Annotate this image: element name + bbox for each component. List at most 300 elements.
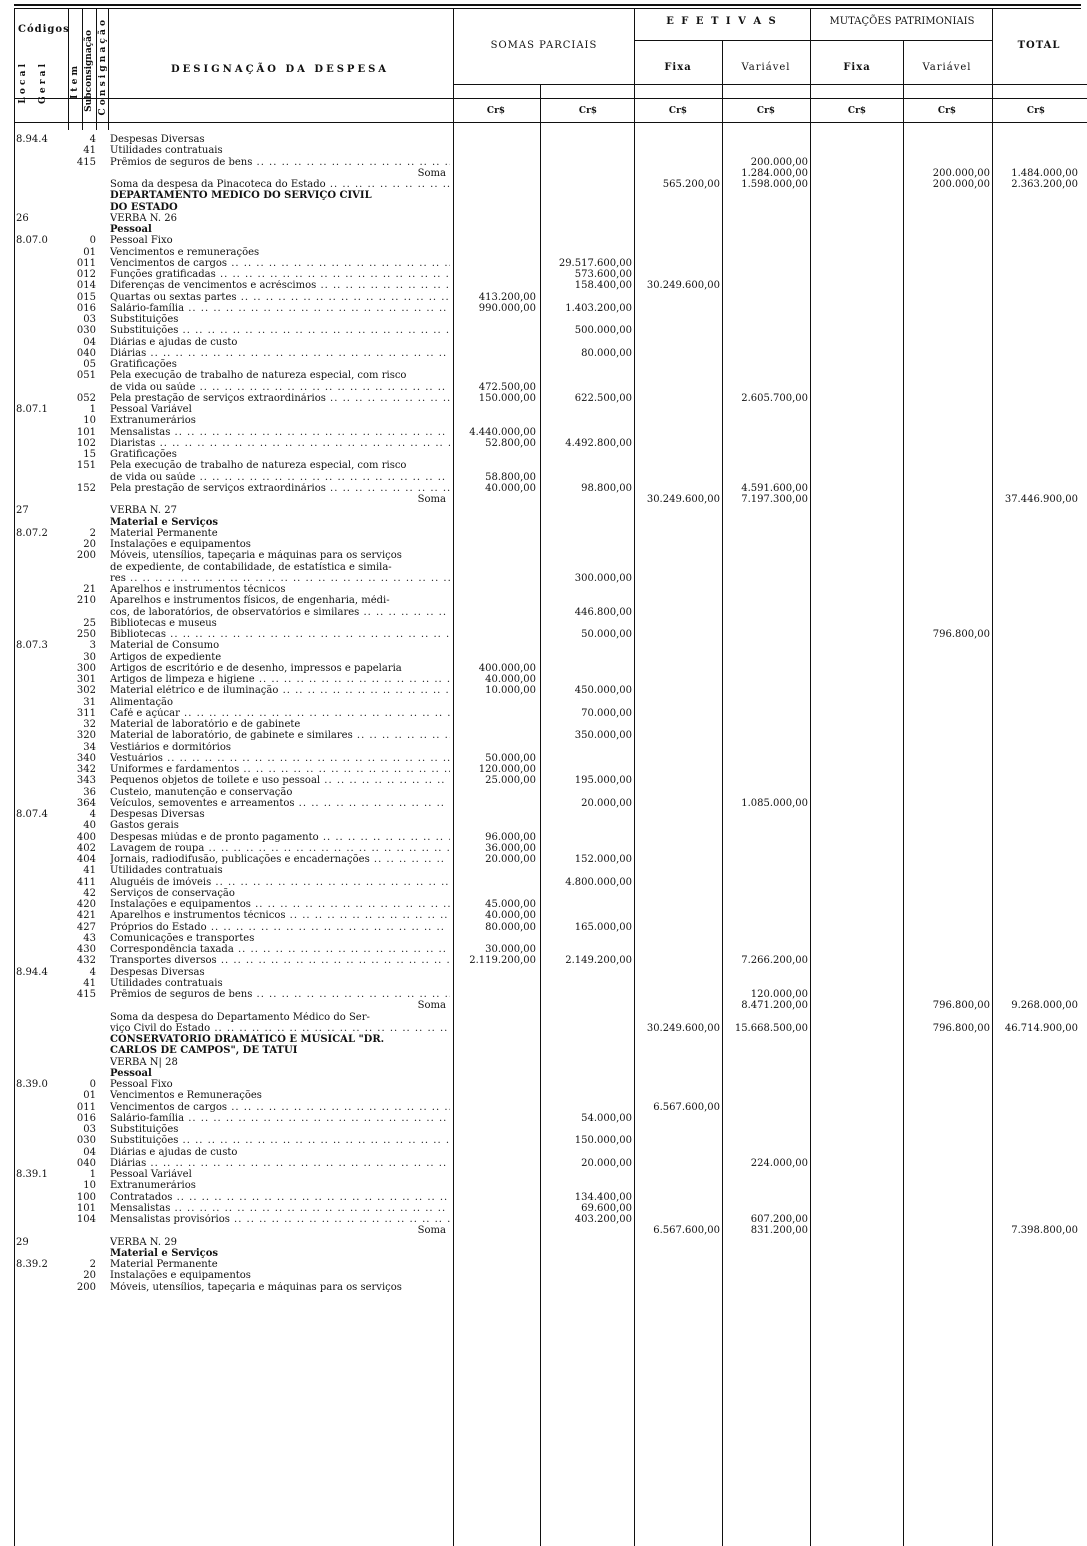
unit-s2: Cr$ xyxy=(578,106,598,116)
table-row xyxy=(0,719,1087,730)
cell-fixa: 30.249.600,00 xyxy=(646,1022,720,1034)
cell-s2: 2.149.200,00 xyxy=(565,955,632,967)
cell-desc: Instalações e equipamentos .. .. xyxy=(110,899,450,910)
cell-s1: 30.000,00 xyxy=(485,944,536,955)
cell-code: 343 xyxy=(76,775,96,787)
cell-var: 120.000,00 xyxy=(750,989,808,1000)
cell-s2: 403.200,00 xyxy=(574,1214,632,1225)
cell-loc: 8.07.1 xyxy=(16,404,48,415)
cell-code: 011 xyxy=(76,1101,96,1113)
cell-desc: Despesas Diversas xyxy=(110,134,205,145)
geral-header: G e r a l xyxy=(38,64,48,104)
cell-desc: Transportes diversos .. .. xyxy=(110,955,450,966)
table-row xyxy=(0,1057,1087,1068)
table-row xyxy=(0,562,1087,573)
table-row xyxy=(0,145,1087,156)
table-row xyxy=(0,235,1087,246)
cell-desc: Artigos de limpeza e higiene .. .. xyxy=(110,674,450,685)
cell-code: 200 xyxy=(76,550,96,562)
cell-desc: VERBA N. 29 xyxy=(110,1236,177,1248)
table-row xyxy=(0,134,1087,145)
cell-soma: Soma xyxy=(417,1225,446,1237)
cell-desc: Custeio, manutenção e conservação xyxy=(110,786,293,798)
cell-mvar: 200.000,00 xyxy=(932,179,990,190)
cell-s2: 450.000,00 xyxy=(574,685,632,697)
cell-desc: Soma da despesa da Pinacoteca do Estado .. .. xyxy=(110,179,450,190)
cell-code: 2 xyxy=(89,527,96,539)
cell-desc: Pessoal Variável xyxy=(110,1169,192,1180)
col-divider xyxy=(108,8,109,130)
cell-desc: Funções gratificadas .. .. xyxy=(110,269,450,280)
cell-s2: 134.400,00 xyxy=(574,1191,632,1203)
table-row xyxy=(0,899,1087,910)
cell-s2: 20.000,00 xyxy=(581,1157,632,1169)
local-header: L o c a l xyxy=(18,64,28,104)
cell-s1: 58.800,00 xyxy=(485,471,536,483)
cell-code: 15 xyxy=(83,449,96,460)
cell-desc: cos, de laboratórios, de observatórios e similares .. .. xyxy=(110,607,450,618)
table-row xyxy=(0,933,1087,944)
table-row xyxy=(0,494,1087,505)
table-row xyxy=(0,483,1087,494)
table-row xyxy=(0,1068,1087,1079)
cell-code: 31 xyxy=(83,696,96,708)
codigos-header: Códigos xyxy=(18,24,70,35)
cell-s1: 80.000,00 xyxy=(485,921,536,933)
cell-desc: Bibliotecas .. .. xyxy=(110,629,450,640)
subconsignacao-header: Subconsignação xyxy=(84,30,94,112)
cell-var: 200.000,00 xyxy=(750,156,808,168)
unit-fixa: Cr$ xyxy=(668,106,688,116)
cell-s2: 50.000,00 xyxy=(581,629,632,640)
cell-code: 364 xyxy=(76,797,96,809)
cell-tot: 2.363.200,00 xyxy=(1011,179,1078,190)
cell-s1: 4.440.000,00 xyxy=(469,426,536,438)
cell-s2: 98.800,00 xyxy=(581,482,632,494)
table-row xyxy=(0,955,1087,966)
cell-code: 43 xyxy=(83,932,96,944)
table-row xyxy=(0,438,1087,449)
cell-desc: Quartas ou sextas partes .. .. xyxy=(110,292,450,303)
cell-code: 41 xyxy=(83,977,96,989)
cell-desc: Vencimentos e remunerações xyxy=(110,246,260,258)
cell-code: 250 xyxy=(76,629,96,640)
table-row xyxy=(0,1158,1087,1169)
table-row xyxy=(0,1248,1087,1259)
cell-desc: Jornais, radiodifusão, publicações e encadernações .. .. xyxy=(110,854,450,865)
table-row xyxy=(0,224,1087,235)
table-row xyxy=(0,460,1087,471)
cell-var: 8.471.200,00 xyxy=(741,1000,808,1012)
cell-code: 10 xyxy=(83,415,96,427)
cell-s1: 990.000,00 xyxy=(478,302,536,314)
cell-code: 101 xyxy=(76,426,96,438)
table-row xyxy=(0,1237,1087,1248)
cell-desc: Gastos gerais xyxy=(110,820,179,832)
table-row xyxy=(0,337,1087,348)
table-row xyxy=(0,1102,1087,1113)
table-row xyxy=(0,742,1087,753)
cell-desc: Diferenças de vencimentos e acréscimos .. .. xyxy=(110,280,450,291)
cell-code: 052 xyxy=(76,392,96,404)
table-row xyxy=(0,865,1087,876)
cell-code: 415 xyxy=(76,989,96,1000)
cell-code: 040 xyxy=(76,347,96,359)
cell-var: 1.085.000,00 xyxy=(741,797,808,809)
table-row xyxy=(0,787,1087,798)
cell-desc: Diaristas .. .. xyxy=(110,438,450,449)
cell-loc: 8.39.1 xyxy=(16,1169,48,1180)
cell-s2: 4.800.000,00 xyxy=(565,876,632,888)
cell-code: 400 xyxy=(76,831,96,843)
cell-code: 415 xyxy=(76,156,96,168)
cell-desc: Gratificações xyxy=(110,449,177,460)
table-row xyxy=(0,370,1087,381)
designacao-header: DESIGNAÇÃO DA DESPESA xyxy=(170,64,390,75)
cell-s2: 1.403.200,00 xyxy=(565,302,632,314)
cell-s1: 400.000,00 xyxy=(478,662,536,674)
table-row xyxy=(0,348,1087,359)
consignacao-header: C o n s i g n a ç ã o xyxy=(98,20,108,116)
cell-desc: Pessoal Fixo xyxy=(110,235,173,247)
cell-desc: res .. .. xyxy=(110,573,450,584)
cell-code: 320 xyxy=(76,730,96,742)
cell-code: 36 xyxy=(83,786,96,798)
cell-desc: Pessoal Variável xyxy=(110,404,192,415)
somas-parciais-header: SOMAS PARCIAIS xyxy=(490,40,598,51)
cell-var: 607.200,00 xyxy=(750,1214,808,1225)
cell-desc: Diárias e ajudas de custo xyxy=(110,336,238,348)
cell-code: 015 xyxy=(76,291,96,303)
cell-var: 224.000,00 xyxy=(750,1157,808,1169)
cell-s2: 446.800,00 xyxy=(574,606,632,618)
cell-desc: Aluguéis de imóveis .. .. xyxy=(110,877,450,888)
table-row xyxy=(0,663,1087,674)
cell-code: 03 xyxy=(83,1124,96,1135)
cell-desc: Diárias .. .. xyxy=(110,1158,450,1169)
table-row xyxy=(0,775,1087,786)
table-row xyxy=(0,1113,1087,1124)
cell-code: 30 xyxy=(83,651,96,663)
cell-code: 40 xyxy=(83,820,96,832)
cell-tot: 1.484.000,00 xyxy=(1011,167,1078,179)
cell-code: 404 xyxy=(76,854,96,865)
cell-code: 03 xyxy=(83,314,96,325)
table-row xyxy=(0,1045,1087,1056)
cell-desc: Artigos de expediente xyxy=(110,651,222,663)
cell-desc: Material de Consumo xyxy=(110,640,220,652)
table-row xyxy=(0,1023,1087,1034)
cell-desc: Material elétrico e de iluminação .. .. xyxy=(110,685,450,696)
cell-code: 102 xyxy=(76,437,96,449)
cell-s1: 10.000,00 xyxy=(485,685,536,697)
cell-s1: 25.000,00 xyxy=(485,775,536,787)
cell-code: 430 xyxy=(76,944,96,955)
cell-code: 20 xyxy=(83,1270,96,1282)
cell-loc: 8.07.4 xyxy=(16,809,48,820)
cell-code: 040 xyxy=(76,1157,96,1169)
cell-var: 1.284.000,00 xyxy=(741,167,808,179)
cell-tot: 46.714.900,00 xyxy=(1004,1022,1078,1034)
cell-code: 2 xyxy=(89,1259,96,1270)
table-row xyxy=(0,910,1087,921)
cell-s2: 500.000,00 xyxy=(574,325,632,337)
cell-desc: Substituições .. .. xyxy=(110,1135,450,1146)
table-row xyxy=(0,247,1087,258)
table-row xyxy=(0,730,1087,741)
table-row xyxy=(0,798,1087,809)
table-row xyxy=(0,314,1087,325)
cell-desc: Aparelhos e instrumentos técnicos xyxy=(110,584,286,595)
cell-s1: 96.000,00 xyxy=(485,831,536,843)
cell-s2: 29.517.600,00 xyxy=(558,257,632,269)
cell-desc: Salário-família .. .. xyxy=(110,303,450,314)
cell-desc: DO ESTADO xyxy=(110,201,178,213)
cell-s2: 20.000,00 xyxy=(581,797,632,809)
unit-tot: Cr$ xyxy=(1026,106,1046,116)
cell-code: 4 xyxy=(89,966,96,978)
cell-code: 01 xyxy=(83,1090,96,1102)
cell-s1: 40.000,00 xyxy=(485,482,536,494)
table-row xyxy=(0,1012,1087,1023)
cell-fixa: 6.567.600,00 xyxy=(653,1225,720,1237)
cell-loc: 8.39.2 xyxy=(16,1259,48,1270)
table-row xyxy=(0,888,1087,899)
cell-code: 340 xyxy=(76,752,96,764)
table-row xyxy=(0,539,1087,550)
cell-desc: Salário-família .. .. xyxy=(110,1113,450,1124)
unit-mfix: Cr$ xyxy=(847,106,867,116)
cell-desc: Próprios do Estado .. .. xyxy=(110,922,450,933)
cell-desc: Material e Serviços xyxy=(110,1247,219,1259)
cell-s1: 150.000,00 xyxy=(478,392,536,404)
cell-code: 301 xyxy=(76,674,96,685)
cell-code: 016 xyxy=(76,1112,96,1124)
cell-desc: Mensalistas .. .. xyxy=(110,427,450,438)
cell-var: 4.591.600,00 xyxy=(741,482,808,494)
cell-loc: 29 xyxy=(16,1236,29,1248)
cell-desc: Material Permanente xyxy=(110,527,218,539)
item-header: I t e m xyxy=(70,66,80,100)
cell-tot: 9.268.000,00 xyxy=(1011,1000,1078,1012)
cell-code: 342 xyxy=(76,764,96,775)
mutacoes-header: MUTAÇÕES PATRIMONIAIS xyxy=(829,16,975,27)
cell-code: 427 xyxy=(76,921,96,933)
table-row xyxy=(0,978,1087,989)
cell-desc: Veículos, semoventes e arreamentos .. .. xyxy=(110,798,450,809)
cell-s1: 45.000,00 xyxy=(485,899,536,910)
cell-code: 0 xyxy=(89,1079,96,1090)
cell-code: 200 xyxy=(76,1281,96,1293)
cell-desc: Despesas Diversas xyxy=(110,809,205,820)
cell-s2: 195.000,00 xyxy=(574,775,632,787)
cell-desc: Utilidades contratuais xyxy=(110,145,223,157)
cell-desc: VERBA N. 26 xyxy=(110,212,177,224)
cell-desc: Diárias e ajudas de custo xyxy=(110,1146,238,1158)
table-row xyxy=(0,325,1087,336)
cell-desc: Soma da despesa do Departamento Médico do Ser- xyxy=(110,1011,370,1023)
cell-desc: Despesas Diversas xyxy=(110,966,205,978)
cell-desc: CARLOS DE CAMPOS", DE TATUÍ xyxy=(110,1045,298,1057)
cell-desc: Mensalistas .. .. xyxy=(110,1203,450,1214)
table-row xyxy=(0,404,1087,415)
cell-desc: Aparelhos e instrumentos físicos, de engenharia, médi- xyxy=(110,595,390,607)
cell-code: 152 xyxy=(76,482,96,494)
cell-desc: Correspondência taxada .. .. xyxy=(110,944,450,955)
table-row xyxy=(0,697,1087,708)
cell-s2: 165.000,00 xyxy=(574,921,632,933)
cell-tot: 7.398.800,00 xyxy=(1011,1225,1078,1237)
cell-desc: Pessoal xyxy=(110,224,152,235)
cell-desc: Vestiários e dormitórios xyxy=(110,741,231,753)
cell-code: 3 xyxy=(89,640,96,652)
cell-code: 41 xyxy=(83,145,96,157)
table-row xyxy=(0,584,1087,595)
top-rule-2 xyxy=(14,8,1081,9)
cell-fixa: 30.249.600,00 xyxy=(646,494,720,505)
cell-code: 10 xyxy=(83,1180,96,1192)
table-row xyxy=(0,877,1087,888)
cell-var: 2.605.700,00 xyxy=(741,392,808,404)
table-row xyxy=(0,989,1087,1000)
table-row xyxy=(0,157,1087,168)
cell-desc: Pessoal xyxy=(110,1067,152,1079)
cell-loc: 8.94.4 xyxy=(16,966,48,978)
cell-code: 016 xyxy=(76,302,96,314)
cell-mvar: 796.800,00 xyxy=(932,1000,990,1012)
cell-desc: Gratificações xyxy=(110,359,177,370)
cell-desc: Substituições .. .. xyxy=(110,325,450,336)
table-row xyxy=(0,1259,1087,1270)
cell-s1: 50.000,00 xyxy=(485,752,536,764)
cell-desc: Mensalistas provisórios .. .. xyxy=(110,1214,450,1225)
cell-code: 421 xyxy=(76,910,96,922)
table-row xyxy=(0,258,1087,269)
table-row xyxy=(0,922,1087,933)
cell-soma: Soma xyxy=(417,494,446,505)
cell-code: 42 xyxy=(83,887,96,899)
table-row xyxy=(0,618,1087,629)
cell-code: 030 xyxy=(76,1135,96,1147)
table-row xyxy=(0,753,1087,764)
cell-code: 051 xyxy=(76,370,96,382)
cell-code: 1 xyxy=(89,1169,96,1180)
cell-fixa: 565.200,00 xyxy=(662,179,720,190)
cell-desc: Material Permanente xyxy=(110,1259,218,1270)
table-row xyxy=(0,764,1087,775)
cell-soma: Soma xyxy=(417,1000,446,1012)
cell-mvar: 796.800,00 xyxy=(932,1022,990,1034)
cell-desc: Diárias .. .. xyxy=(110,348,450,359)
cell-desc: Lavagem de roupa .. .. xyxy=(110,843,450,854)
cell-code: 04 xyxy=(83,1146,96,1158)
cell-code: 402 xyxy=(76,842,96,854)
table-row xyxy=(0,1079,1087,1090)
variavel-header: Variável xyxy=(741,62,791,73)
table-row xyxy=(0,1169,1087,1180)
cell-code: 151 xyxy=(76,460,96,472)
table-row xyxy=(0,179,1087,190)
table-row xyxy=(0,573,1087,584)
cell-desc: Serviços de conservação xyxy=(110,887,235,899)
col-divider xyxy=(82,8,83,130)
cell-desc: Aparelhos e instrumentos técnicos .. .. xyxy=(110,910,450,921)
table-row xyxy=(0,832,1087,843)
table-row xyxy=(0,213,1087,224)
cell-s1: 120.000,00 xyxy=(478,764,536,775)
cell-desc: viço Civil do Estado .. .. xyxy=(110,1023,450,1034)
cell-code: 01 xyxy=(83,246,96,258)
cell-desc: Uniformes e fardamentos .. .. xyxy=(110,764,450,775)
table-row xyxy=(0,1000,1087,1011)
cell-desc: Pela execução de trabalho de natureza especial, com risco xyxy=(110,370,407,382)
cell-s2: 4.492.800,00 xyxy=(565,437,632,449)
cell-desc: Contratados .. .. xyxy=(110,1192,450,1203)
table-row xyxy=(0,415,1087,426)
mut-variavel-header: Variável xyxy=(922,62,972,73)
cell-code: 014 xyxy=(76,280,96,292)
cell-code: 0 xyxy=(89,235,96,247)
cell-desc: de vida ou saúde .. .. xyxy=(110,472,450,483)
cell-s1: 40.000,00 xyxy=(485,674,536,685)
cell-desc: Instalações e equipamentos xyxy=(110,1270,251,1282)
cell-desc: Vestuários .. .. xyxy=(110,753,450,764)
header-rule xyxy=(14,98,1087,99)
cell-desc: VERBA N. 27 xyxy=(110,505,177,517)
table-row xyxy=(0,269,1087,280)
cell-soma: Soma xyxy=(417,167,446,179)
table-row xyxy=(0,472,1087,483)
cell-code: 20 xyxy=(83,539,96,550)
cell-var: 7.266.200,00 xyxy=(741,955,808,967)
cell-code: 411 xyxy=(76,876,96,888)
cell-desc: Vencimentos e Remunerações xyxy=(110,1090,262,1102)
table-row xyxy=(0,280,1087,291)
cell-fixa: 30.249.600,00 xyxy=(646,280,720,292)
table-row xyxy=(0,1270,1087,1281)
table-row xyxy=(0,1282,1087,1293)
table-row xyxy=(0,427,1087,438)
cell-desc: Pela execução de trabalho de natureza especial, com risco xyxy=(110,460,407,472)
cell-mvar: 796.800,00 xyxy=(932,629,990,640)
cell-s2: 300.000,00 xyxy=(574,572,632,584)
header-rule xyxy=(14,122,1087,123)
cell-mvar: 200.000,00 xyxy=(932,167,990,179)
table-row xyxy=(0,843,1087,854)
cell-s1: 36.000,00 xyxy=(485,842,536,854)
cell-loc: 8.07.3 xyxy=(16,640,48,652)
cell-var: 7.197.300,00 xyxy=(741,494,808,505)
cell-code: 420 xyxy=(76,899,96,910)
cell-desc: Utilidades contratuais xyxy=(110,977,223,989)
table-row xyxy=(0,1203,1087,1214)
cell-loc: 27 xyxy=(16,505,29,517)
table-row xyxy=(0,1180,1087,1191)
cell-s2: 152.000,00 xyxy=(574,854,632,865)
col-divider xyxy=(96,8,97,130)
cell-desc: Móveis, utensílios, tapeçaria e máquinas para os serviços xyxy=(110,1281,402,1293)
unit-var: Cr$ xyxy=(756,106,776,116)
cell-desc: Pela prestação de serviços extraordinários .. .. xyxy=(110,483,450,494)
cell-code: 100 xyxy=(76,1191,96,1203)
cell-code: 012 xyxy=(76,269,96,280)
cell-desc: Material de laboratório e de gabinete xyxy=(110,719,301,730)
cell-desc: Móveis, utensílios, tapeçaria e máquinas para os serviços xyxy=(110,550,402,562)
cell-tot: 37.446.900,00 xyxy=(1004,494,1078,505)
cell-code: 011 xyxy=(76,257,96,269)
table-row xyxy=(0,190,1087,201)
cell-code: 41 xyxy=(83,865,96,877)
